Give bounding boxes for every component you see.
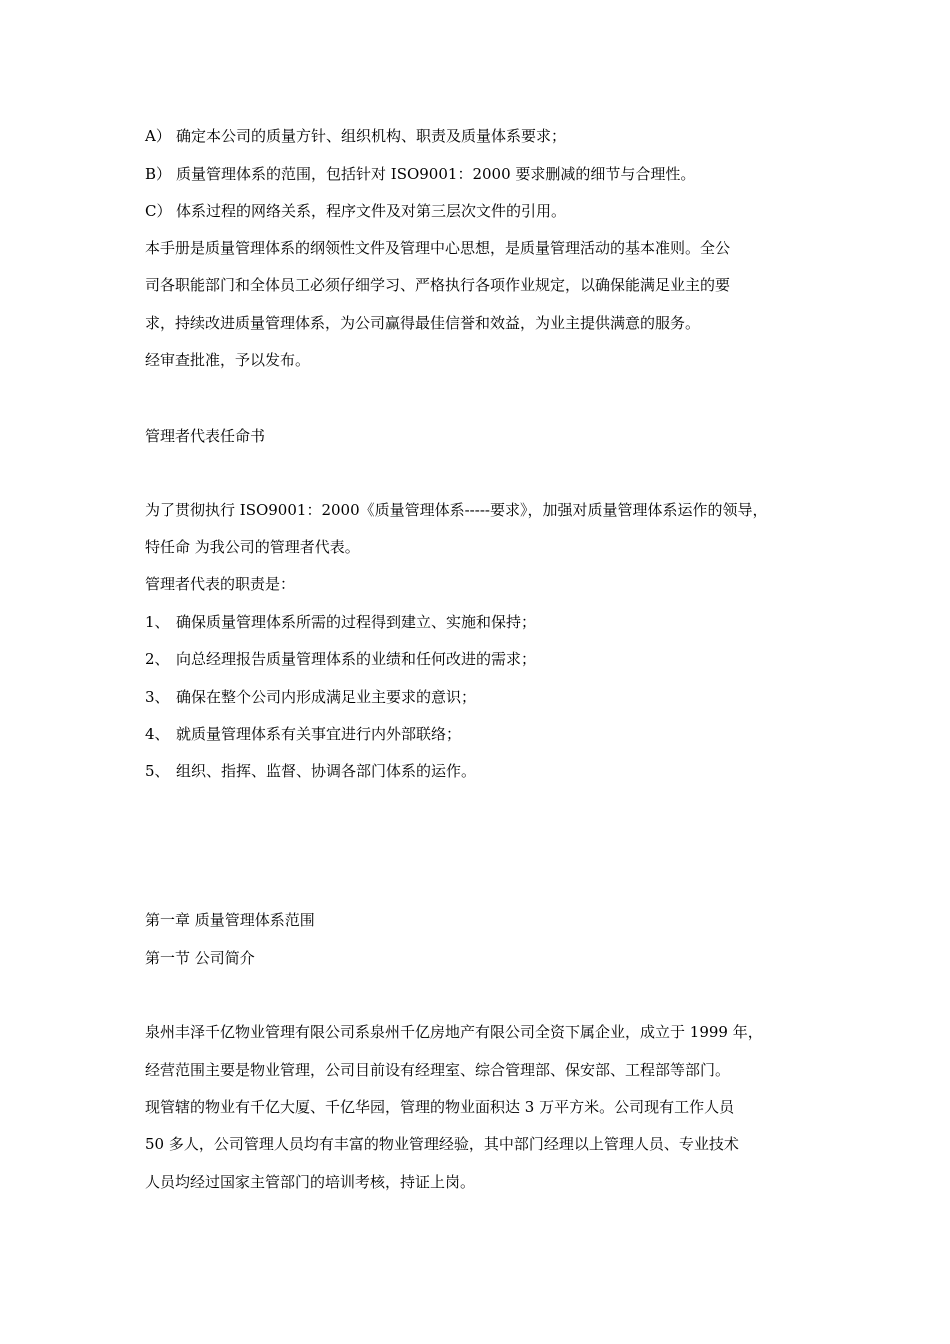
company-paragraph-line: 50 多人，公司管理人员均有丰富的物业管理经验，其中部门经理以上管理人员、专业技术 [145,1135,739,1153]
duty-item-3 [145,687,476,707]
appointment-paragraph-line: 为了贯彻执行 ISO9001：2000《质量管理体系-----要求》，加强对质量管理体系运作的领导， [145,501,768,519]
scope-item-marker: B） [145,165,172,183]
duty-text: 向总经理报告质量管理体系的业绩和任何改进的需求； [176,650,537,668]
duty-marker: 1、 [145,613,170,631]
chapter-title: 第一章 质量管理体系范围 [145,911,315,929]
duty-marker: 3、 [145,688,170,706]
appointment-paragraph-line: 特任命 为我公司的管理者代表。 [145,538,360,556]
scope-item-marker: A） [145,127,171,145]
manual-paragraph-line: 本手册是质量管理体系的纲领性文件及管理中心思想，是质量管理活动的基本准则。全公 [145,239,731,257]
duty-marker: 2、 [145,650,170,668]
scope-item-b [145,164,695,184]
duty-text: 组织、指挥、监督、协调各部门体系的运作。 [176,762,477,780]
scope-item-text: 确定本公司的质量方针、组织机构、职责及质量体系要求； [176,127,567,145]
scope-item-text: 质量管理体系的范围，包括针对 ISO9001：2000 要求删减的细节与合理性。 [176,165,696,183]
company-paragraph-line: 人员均经过国家主管部门的培训考核，持证上岗。 [145,1173,476,1191]
manual-paragraph-line: 司各职能部门和全体员工必须仔细学习、严格执行各项作业规定，以确保能满足业主的要 [145,276,731,294]
duty-marker: 4、 [145,725,170,743]
duty-item-1 [145,612,536,632]
duties-heading: 管理者代表的职责是： [145,575,296,593]
manual-paragraph-line: 求，持续改进质量管理体系，为公司赢得最佳信誉和效益，为业主提供满意的服务。 [145,314,701,332]
scope-item-text: 体系过程的网络关系，程序文件及对第三层次文件的引用。 [176,202,567,220]
scope-item-a [145,126,566,146]
approval-statement: 经审查批准，予以发布。 [145,351,311,369]
duty-text: 确保在整个公司内形成满足业主要求的意识； [176,688,477,706]
scope-item-c [145,201,566,221]
duty-item-5 [145,761,476,781]
scope-item-marker: C） [145,202,172,220]
duty-item-2 [145,649,536,669]
duty-text: 就质量管理体系有关事宜进行内外部联络； [176,725,462,743]
duty-marker: 5、 [145,762,170,780]
section-title: 第一节 公司简介 [145,949,255,967]
company-paragraph-line: 现管辖的物业有千亿大厦、千亿华园，管理的物业面积达 3 万平方米。公司现有工作人员 [145,1098,735,1116]
duty-text: 确保质量管理体系所需的过程得到建立、实施和保持； [176,613,537,631]
appointment-title: 管理者代表任命书 [145,427,266,445]
duty-item-4 [145,724,461,744]
company-paragraph-line: 泉州丰泽千亿物业管理有限公司系泉州千亿房地产有限公司全资下属企业，成立于 1999 年， [145,1023,763,1041]
company-paragraph-line: 经营范围主要是物业管理，公司目前设有经理室、综合管理部、保安部、工程部等部门。 [145,1061,731,1079]
